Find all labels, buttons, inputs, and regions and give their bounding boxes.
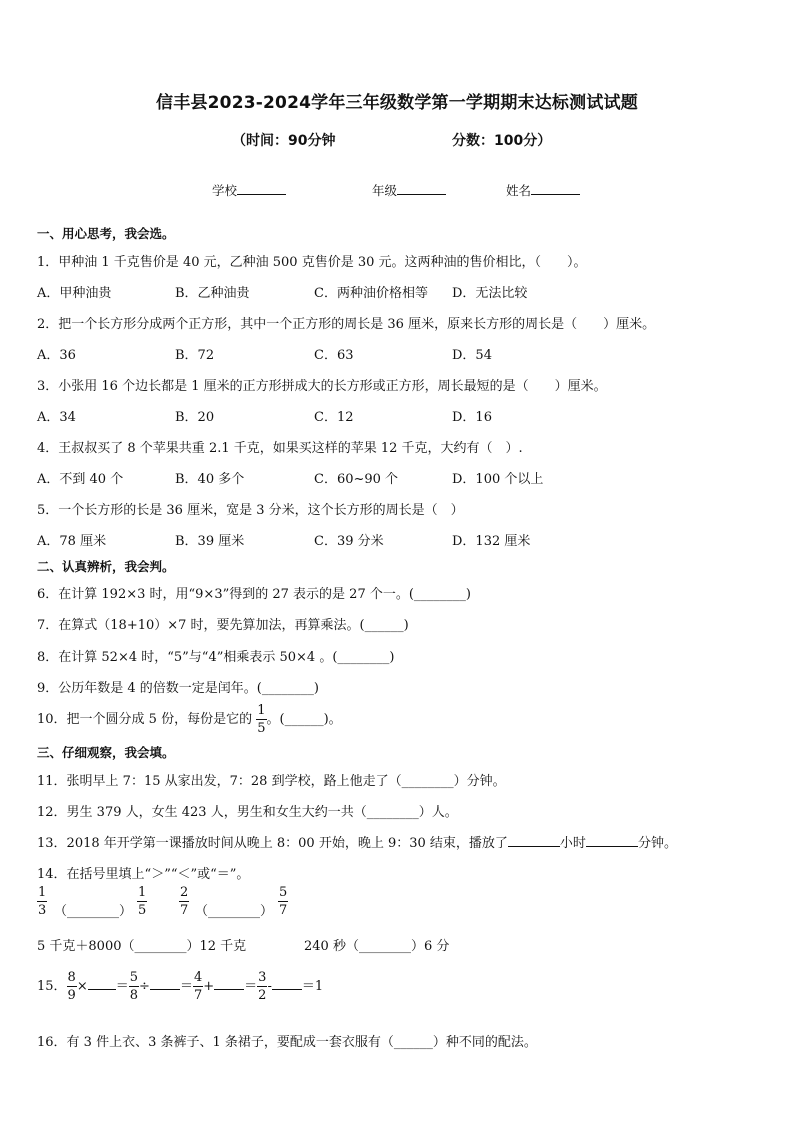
question-16: 16．有 3 件上衣、3 条裤子、1 条裙子，要配成一套衣服有（______）种不同的配法。 xyxy=(37,1035,537,1050)
q15-blank-3[interactable] xyxy=(214,978,244,990)
question-2: 2．把一个长方形分成两个正方形，其中一个正方形的周长是 36 厘米，原来长方形的周长是（ ）厘米。 xyxy=(37,317,656,332)
page-title: 信丰县2023-2024学年三年级数学第一学期期末达标测试试题 xyxy=(156,93,638,113)
q4-option-d[interactable]: D．100 个以上 xyxy=(452,472,544,487)
question-10 xyxy=(37,704,342,735)
q15-fraction-4: $\frac{3}{2}$ xyxy=(258,970,267,1003)
section-2-heading: 二、认真辨析，我会判。 xyxy=(37,559,175,574)
q1-option-b[interactable]: B．乙种油贵 xyxy=(175,286,250,301)
q14-compare-4: 240 秒（________）6 分 xyxy=(304,939,450,954)
q5-option-d[interactable]: D．132 厘米 xyxy=(452,534,531,549)
q14-fraction-3: $\frac{2}{7}$ xyxy=(180,885,189,918)
question-7: 7．在算式（18+10）×7 时，要先算加法，再算乘法。(______) xyxy=(37,618,409,633)
question-3: 3．小张用 16 个边长都是 1 厘米的正方形拼成大的长方形或正方形，周长最短的是（ ）厘米。 xyxy=(37,379,607,394)
q15-fraction-2: $\frac{5}{8}$ xyxy=(129,970,139,1003)
q14-compare-3: 5 千克＋8000（________）12 千克 xyxy=(37,939,247,954)
q4-option-a[interactable]: A．不到 40 个 xyxy=(37,472,124,487)
question-11: 11．张明早上 7：15 从家出发，7：28 到学校，路上他走了（________）分钟。 xyxy=(37,774,506,789)
question-9: 9．公历年数是 4 的倍数一定是闰年。(________) xyxy=(37,681,319,696)
q1-option-a[interactable]: A．甲种油贵 xyxy=(37,286,112,301)
q14-fraction-2: $\frac{1}{5}$ xyxy=(138,885,147,918)
name-blank[interactable] xyxy=(531,182,580,195)
question-13 xyxy=(37,832,677,851)
q2-option-d[interactable]: D．54 xyxy=(452,348,492,363)
grade-blank[interactable] xyxy=(397,182,446,195)
q2-option-b[interactable]: B．72 xyxy=(175,348,215,363)
question-8: 8．在计算 52×4 时，“5”与“4”相乘表示 50×4 。(________) xyxy=(37,650,395,665)
question-14: 14．在括号里填上“＞”“＜”或“＝”。 xyxy=(37,867,250,882)
q14-fraction-4: $\frac{5}{7}$ xyxy=(279,885,288,918)
question-12: 12．男生 379 人，女生 423 人，男生和女生大约一共（________）人。 xyxy=(37,805,458,820)
question-6: 6．在计算 192×3 时，用“9×3”得到的 27 表示的是 27 个一。(________) xyxy=(37,587,471,602)
exam-time: （时间：90分钟 xyxy=(232,133,336,149)
q15-fraction-1: $\frac{8}{9}$ xyxy=(67,970,76,1003)
q4-option-c[interactable]: C．60~90 个 xyxy=(314,472,399,487)
question-1: 1．甲种油 1 千克售价是 40 元，乙种油 500 克售价是 30 元。这两种油的售价相比，（ ）。 xyxy=(37,255,587,270)
exam-score: 分数：100分） xyxy=(452,133,552,149)
q14-fraction-1: $\frac{1}{3}$ xyxy=(38,885,47,918)
q13-text: 13．2018 年开学第一课播放时间从晚上 8：00 开始，晚上 9：30 结束，播放了 xyxy=(37,836,508,851)
q15-blank-1[interactable] xyxy=(88,978,116,990)
q1-option-d[interactable]: D．无法比较 xyxy=(452,286,528,301)
q3-option-d[interactable]: D．16 xyxy=(452,410,492,425)
q15-blank-4[interactable] xyxy=(272,978,302,990)
q14-blank-1[interactable]: （________） xyxy=(54,904,133,919)
q5-option-b[interactable]: B．39 厘米 xyxy=(175,534,245,549)
question-4: 4．王叔叔买了 8 个苹果共重 2.1 千克，如果买这样的苹果 12 千克，大约有（ ）. xyxy=(37,441,523,456)
q13-minutes-blank[interactable] xyxy=(586,835,638,847)
section-1-heading: 一、用心思考，我会选。 xyxy=(37,226,175,241)
q2-option-c[interactable]: C．63 xyxy=(314,348,354,363)
question-5: 5．一个长方形的长是 36 厘米，宽是 3 分米，这个长方形的周长是（ ） xyxy=(37,503,464,518)
question-15: 15． $\frac{8}{9}$ × ＝ $\frac{5}{8}$ ÷ ＝ $\frac{4}{7}$ + ＝ $\frac{3}{2}$ - ＝1 xyxy=(37,970,324,1003)
q3-option-c[interactable]: C．12 xyxy=(314,410,354,425)
q1-option-c[interactable]: C．两种油价格相等 xyxy=(314,286,428,301)
q10-tail: 。(______)。 xyxy=(266,712,342,727)
school-field[interactable] xyxy=(212,181,286,199)
q15-blank-2[interactable] xyxy=(150,978,180,990)
q13-hours-label: 小时 xyxy=(559,836,586,851)
name-field[interactable] xyxy=(506,181,580,199)
q5-option-c[interactable]: C．39 分米 xyxy=(314,534,384,549)
school-blank[interactable] xyxy=(237,182,286,195)
q10-fraction: $\frac{1}{5}$ xyxy=(257,703,266,736)
q2-option-a[interactable]: A．36 xyxy=(37,348,76,363)
q13-minutes-label: 分钟。 xyxy=(637,836,677,851)
q10-text: 10．把一个圆分成 5 份，每份是它的 xyxy=(37,712,253,727)
school-label: 学校 xyxy=(212,183,238,198)
grade-label: 年级 xyxy=(372,183,398,198)
q5-option-a[interactable]: A．78 厘米 xyxy=(37,534,107,549)
q3-option-b[interactable]: B．20 xyxy=(175,410,215,425)
q13-hours-blank[interactable] xyxy=(508,835,560,847)
q15-fraction-3: $\frac{4}{7}$ xyxy=(193,970,203,1003)
grade-field[interactable] xyxy=(372,181,446,199)
section-3-heading: 三、仔细观察，我会填。 xyxy=(37,745,175,760)
name-label: 姓名 xyxy=(506,183,532,198)
q14-blank-2[interactable]: （________） xyxy=(195,904,274,919)
q4-option-b[interactable]: B．40 多个 xyxy=(175,472,245,487)
q3-option-a[interactable]: A．34 xyxy=(37,410,76,425)
